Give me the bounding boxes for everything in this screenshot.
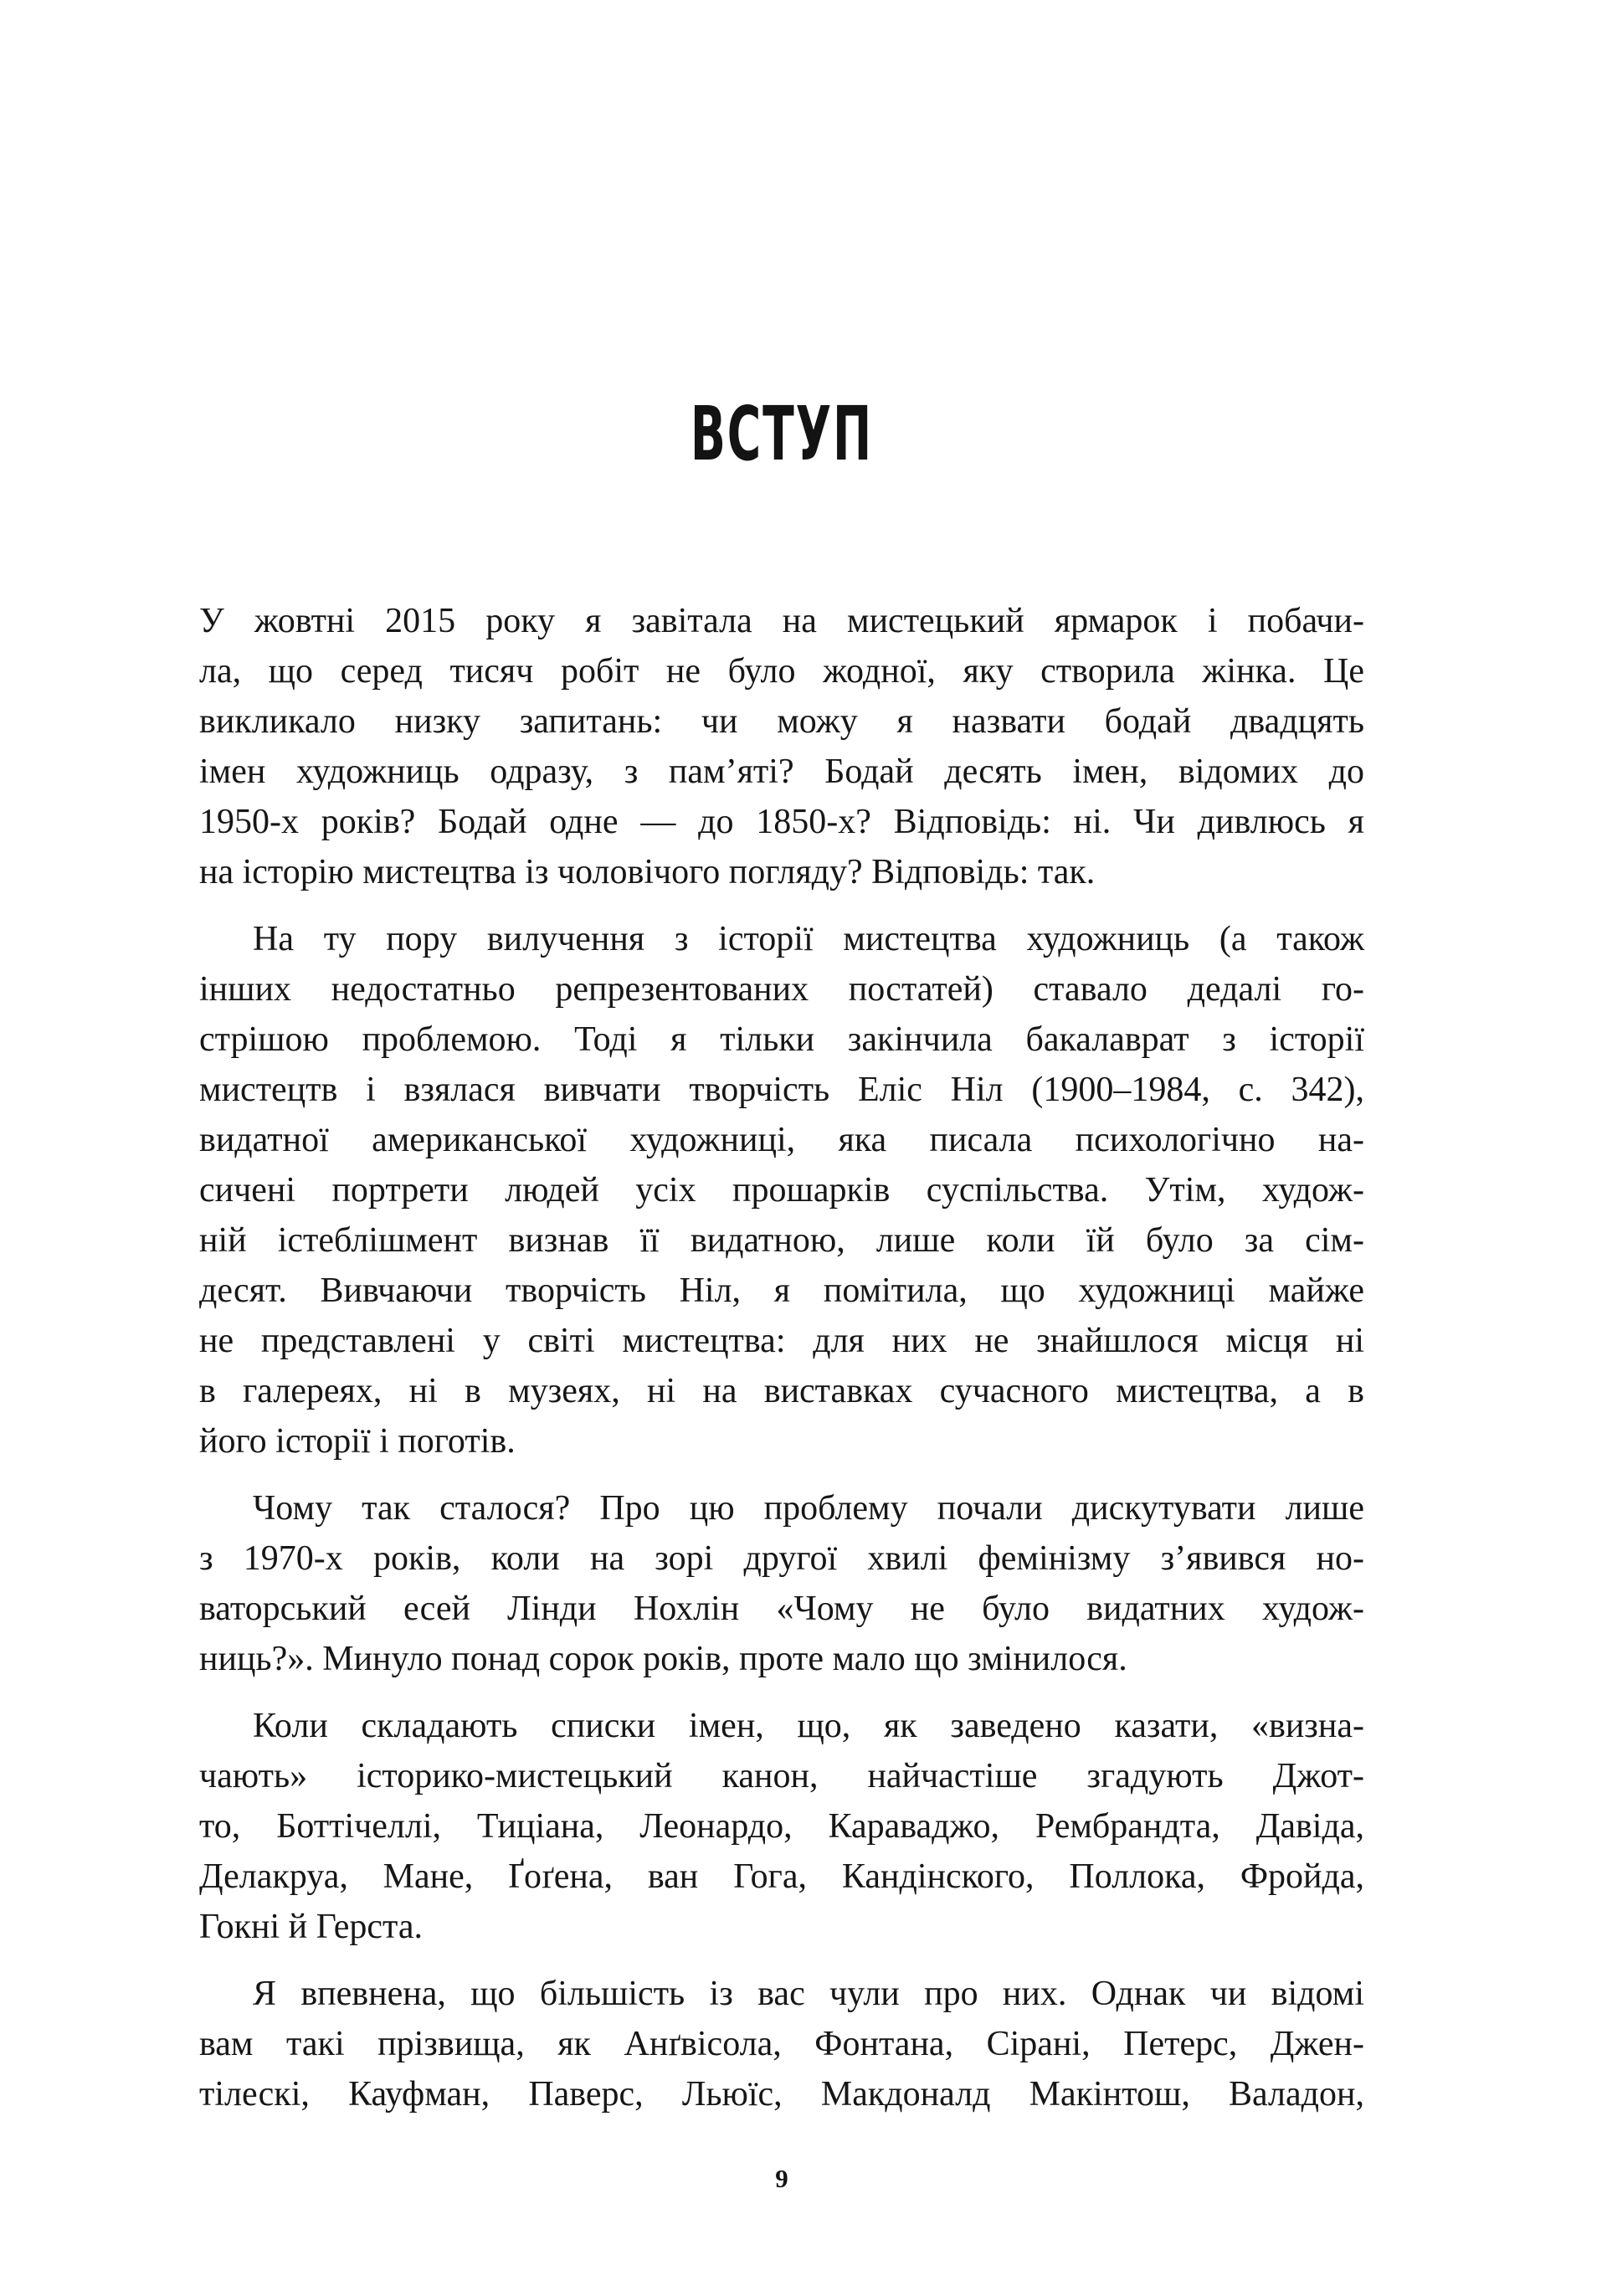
- chapter-title-text: ВСТУП: [690, 390, 874, 477]
- page-number: 9: [775, 2164, 788, 2193]
- text-line: імен художниць одразу, з пам’яті? Бодай десять імен, відомих до: [199, 752, 1364, 791]
- paragraph: [199, 1483, 1364, 1684]
- text-line: ла, що серед тисяч робіт не було жодної, яку створила жінка. Це: [199, 652, 1364, 691]
- text-line: Делакруа, Мане, Ґоґена, ван Гога, Кандінского, Поллока, Фройда,: [199, 1857, 1364, 1896]
- text-line: 1950-х років? Бодай одне — до 1850-х? Відповідь: ні. Чи дивлюсь я: [199, 803, 1364, 841]
- text-line: мистецтв і взялася вивчати творчість Еліс Ніл (1900–1984, с. 342),: [199, 1071, 1364, 1109]
- text-line: чають» історико-мистецький канон, найчастіше згадують Джот-: [199, 1757, 1364, 1795]
- paragraph: [199, 1701, 1364, 1952]
- paragraph: [199, 1969, 1364, 2119]
- text-line: ній істеблішмент визнав її видатною, лише коли їй було за сім-: [199, 1221, 1364, 1260]
- text-line: ваторський есей Лінди Нохлін «Чому не було видатних худож-: [199, 1590, 1364, 1628]
- text-line: на історію мистецтва із чоловічого погляду? Відповідь: так.: [199, 853, 1096, 891]
- text-line: сичені портрети людей усіх прошарків суспільства. Утім, худож-: [199, 1171, 1364, 1210]
- text-line: Я впевнена, що більшість із вас чули про них. Однак чи відомі: [253, 1975, 1364, 2013]
- text-line: то, Боттічеллі, Тиціана, Леонардо, Караваджо, Рембрандта, Давіда,: [199, 1807, 1364, 1846]
- text-line: видатної американської художниці, яка писала психологічно на-: [199, 1121, 1364, 1159]
- text-line: Гокні й Герста.: [199, 1908, 423, 1946]
- text-line: вам такі прізвища, як Анґвісола, Фонтана, Сірані, Петерс, Джен-: [199, 2025, 1364, 2063]
- text-line: тілескі, Кауфман, Паверс, Льюїс, Макдоналд Макінтош, Валадон,: [199, 2075, 1364, 2114]
- text-line: інших недостатньо репрезентованих постатей) ставало дедалі го-: [199, 970, 1364, 1009]
- text-line: ниць?». Минуло понад сорок років, проте мало що змінилося.: [199, 1640, 1127, 1678]
- chapter-title: [199, 390, 1364, 477]
- text-line: стрішою проблемою. Тоді я тільки закінчила бакалаврат з історії: [199, 1020, 1364, 1059]
- text-line: На ту пору вилучення з історії мистецтва художниць (а також: [253, 920, 1364, 958]
- text-line: його історії і поготів.: [199, 1422, 516, 1461]
- text-line: в галереях, ні в музеях, ні на виставках сучасного мистецтва, а в: [199, 1372, 1364, 1410]
- text-line: з 1970-х років, коли на зорі другої хвилі фемінізму з’явився но-: [199, 1539, 1364, 1578]
- text-line: Коли складають списки імен, що, як заведено казати, «визна-: [253, 1707, 1364, 1745]
- body-text: [199, 596, 1364, 2119]
- text-line: не представлені у світі мистецтва: для них не знайшлося місця ні: [199, 1322, 1364, 1360]
- paragraph: [199, 914, 1364, 1466]
- text-line: десят. Вивчаючи творчість Ніл, я помітила, що художниці майже: [199, 1271, 1364, 1310]
- text-line: Чому так сталося? Про цю проблему почали дискутувати лише: [253, 1489, 1364, 1528]
- paragraph: [199, 596, 1364, 897]
- text-line: викликало низку запитань: чи можу я назвати бодай двадцять: [199, 702, 1364, 741]
- text-line: У жовтні 2015 року я завітала на мистецький ярмарок і побачи-: [199, 602, 1364, 640]
